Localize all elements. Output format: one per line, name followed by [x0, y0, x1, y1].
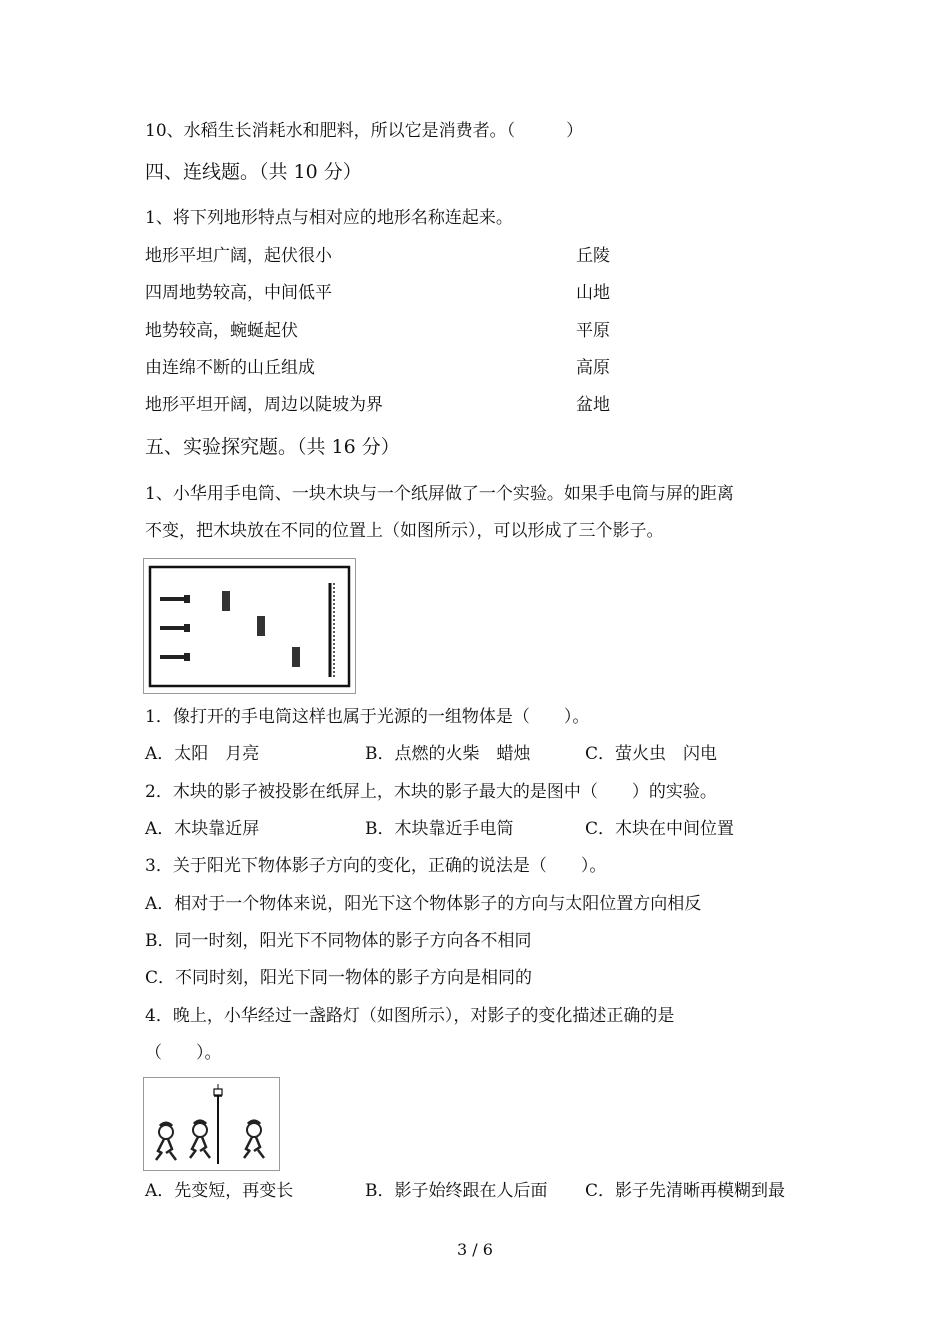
question-2-stem: 2．木块的影子被投影在纸屏上，木块的影子最大的是图中（ ）的实验。 — [145, 782, 717, 802]
question-3-stem: 3．关于阳光下物体影子方向的变化，正确的说法是（ ）。 — [145, 856, 607, 876]
experiment-intro-line-2: 不变，把木块放在不同的位置上（如图所示），可以形成了三个影子。 — [145, 521, 664, 541]
section-4-intro: 1、将下列地形特点与相对应的地形名称连起来。 — [145, 208, 513, 228]
street-lamp-figure — [143, 1077, 280, 1171]
option-c: C．木块在中间位置 — [585, 819, 735, 839]
section-5-heading: 五、实验探究题。（共 16 分） — [145, 436, 400, 458]
page-number: 3 / 6 — [457, 1240, 493, 1259]
terrain-feature: 地形平坦开阔，周边以陡坡为界 — [145, 395, 383, 415]
shadow-experiment-figure — [143, 558, 356, 694]
question-10: 10、水稻生长消耗水和肥料，所以它是消费者。（ ） — [145, 121, 584, 141]
terrain-feature: 四周地势较高，中间低平 — [145, 283, 332, 303]
option-b: B．同一时刻，阳光下不同物体的影子方向各不相同 — [145, 931, 532, 951]
option-b: B．木块靠近手电筒 — [365, 819, 514, 839]
section-4-heading: 四、连线题。（共 10 分） — [145, 161, 362, 183]
terrain-feature: 地形平坦广阔，起伏很小 — [145, 246, 332, 266]
street-lamp-walker-diagram — [144, 1078, 279, 1170]
flashlight-block-screen-diagram — [144, 559, 355, 693]
option-b: B．影子始终跟在人后面 — [365, 1181, 548, 1201]
option-c: C．萤火虫 闪电 — [585, 744, 718, 764]
terrain-name: 山地 — [576, 283, 610, 303]
option-a: A．先变短，再变长 — [145, 1181, 294, 1201]
question-1-stem: 1．像打开的手电筒这样也属于光源的一组物体是（ ）。 — [145, 707, 590, 727]
terrain-name: 盆地 — [576, 395, 610, 415]
terrain-name: 丘陵 — [576, 246, 610, 266]
option-a: A．木块靠近屏 — [145, 819, 260, 839]
option-c: C．影子先清晰再模糊到最 — [585, 1181, 786, 1201]
option-b: B．点燃的火柴 蜡烛 — [365, 744, 531, 764]
terrain-name: 平原 — [576, 321, 610, 341]
option-a: A．太阳 月亮 — [145, 744, 260, 764]
terrain-feature: 地势较高，蜿蜒起伏 — [145, 321, 298, 341]
experiment-intro-line-1: 1、小华用手电筒、一块木块与一个纸屏做了一个实验。如果手电筒与屏的距离 — [145, 484, 734, 504]
option-c: C．不同时刻，阳光下同一物体的影子方向是相同的 — [145, 968, 533, 988]
option-a: A．相对于一个物体来说，阳光下这个物体影子的方向与太阳位置方向相反 — [145, 894, 702, 914]
question-4-blank: （ ）。 — [145, 1043, 222, 1063]
terrain-feature: 由连绵不断的山丘组成 — [145, 358, 315, 378]
terrain-name: 高原 — [576, 358, 610, 378]
question-4-stem: 4．晚上，小华经过一盏路灯（如图所示），对影子的变化描述正确的是 — [145, 1006, 675, 1026]
